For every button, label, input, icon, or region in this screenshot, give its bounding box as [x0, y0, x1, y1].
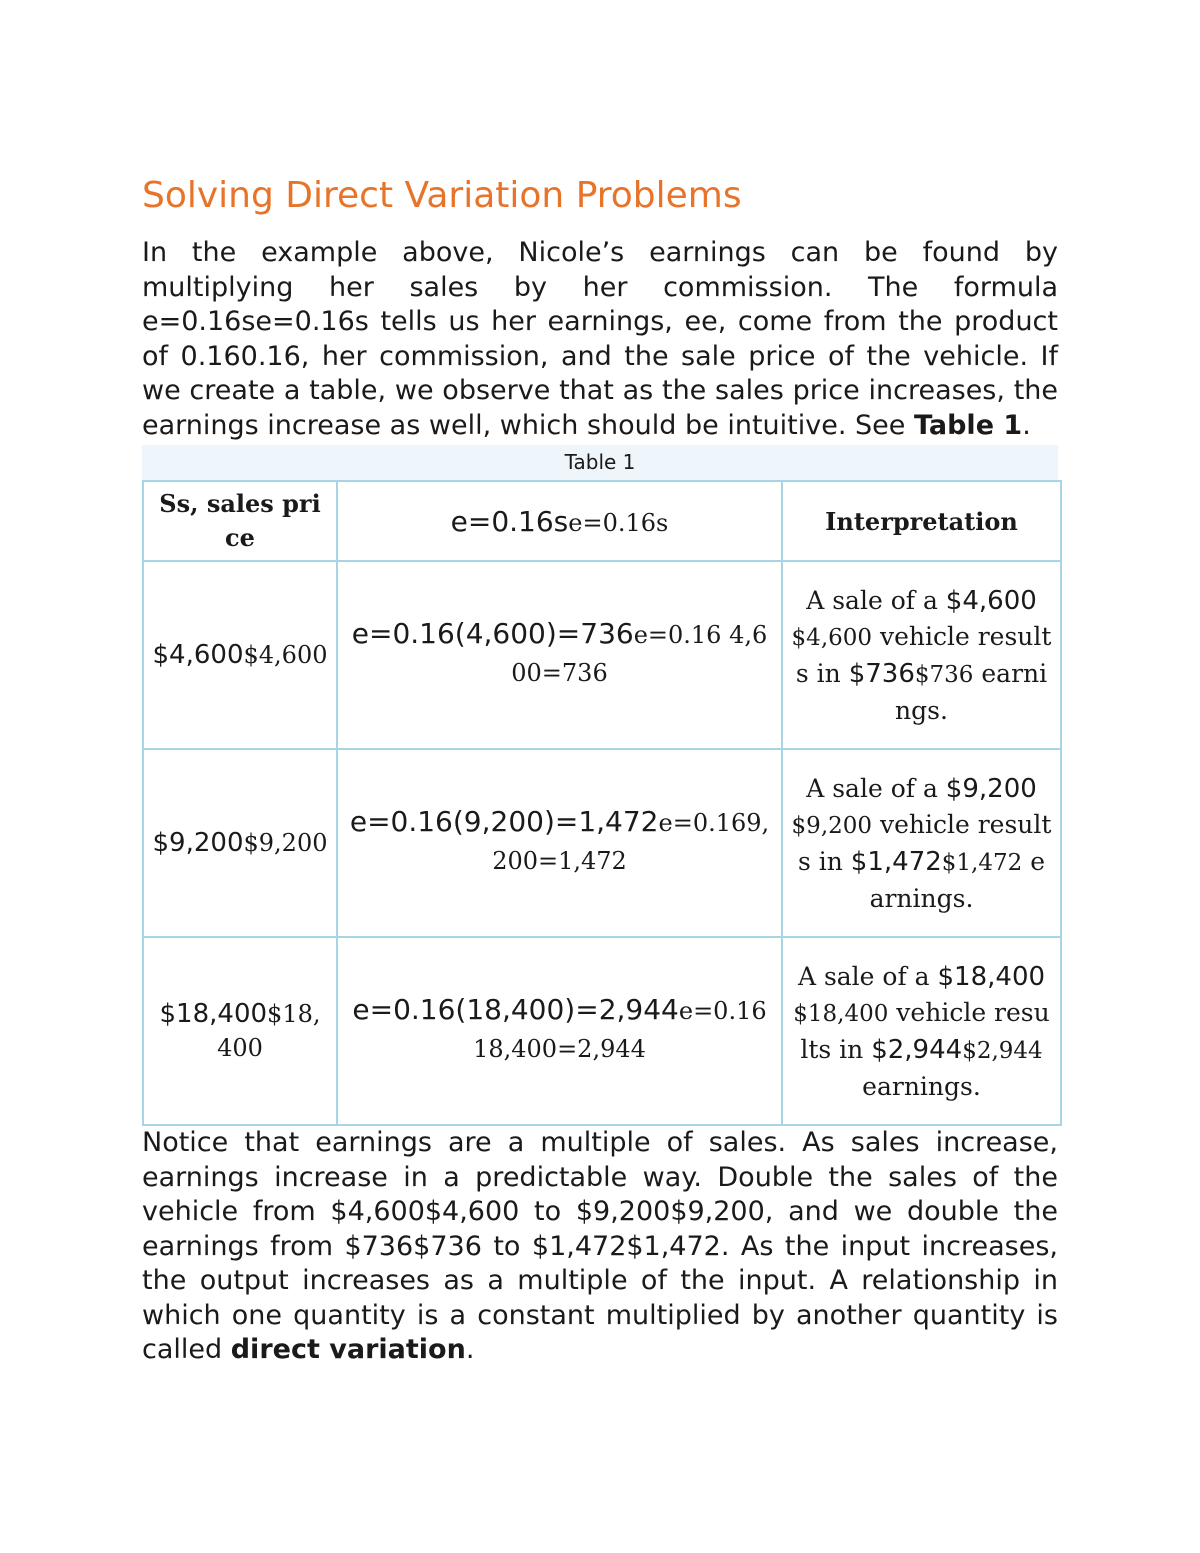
earnings-formula-alt: e=0.1618,400=2,944 — [473, 996, 767, 1063]
table-caption: Table 1 — [142, 445, 1058, 480]
interpretation-cell — [782, 749, 1061, 937]
sales-price-cell — [143, 749, 337, 937]
interpretation-amount-math: $4,600 — [945, 585, 1037, 616]
interpretation-prefix: A sale of a — [806, 773, 946, 803]
earnings-formula-math: e=0.16(18,400)=2,944 — [352, 992, 679, 1026]
section-heading: Solving Direct Variation Problems — [142, 175, 742, 216]
interpretation-amount-math: $18,400 — [937, 961, 1046, 992]
interpretation-amount-alt: $18,400 — [793, 1000, 889, 1027]
interpretation-amount-alt: $4,600 — [791, 624, 873, 651]
interpretation-middle: vehicle results in — [797, 809, 1052, 876]
sales-price-math: $4,600 — [152, 640, 244, 670]
interpretation-middle: vehicle results in — [800, 997, 1050, 1064]
sales-price-cell — [143, 937, 337, 1125]
earnings-formula-alt: e=0.169,200=1,472 — [492, 808, 770, 875]
interpretation-amount-alt: $9,200 — [791, 812, 873, 839]
interpretation-cell — [782, 937, 1061, 1125]
earnings-formula-cell — [337, 937, 782, 1125]
interpretation-earnings-alt: $736 — [914, 661, 974, 688]
direct-variation-term: direct variation — [230, 1334, 466, 1365]
table-reference: Table 1 — [913, 409, 1023, 441]
sales-price-cell — [143, 561, 337, 749]
header-formula — [337, 481, 782, 561]
interpretation-amount-math: $9,200 — [945, 773, 1037, 804]
earnings-formula-alt: e=0.16 4,600=736 — [511, 620, 768, 687]
sales-price-alt: $18,400 — [217, 1000, 321, 1062]
sales-price-alt: $4,600 — [243, 641, 328, 669]
interpretation-suffix: earnings. — [869, 846, 1046, 913]
earnings-formula-math: e=0.16(4,600)=736 — [351, 616, 634, 650]
interpretation-suffix: earnings. — [862, 1071, 981, 1101]
document-page — [142, 170, 1058, 1368]
outro-text: Notice that earnings are a multiple of sales. As sales increase, earnings increase in a predictable way. Double the sales of the vehicle from $4,600$4,600 to $9,200$9,200, and we double the earnings from $736$736 to $1,472$1,472. As the input increases, the output increases as a multiple of the input. A relationship in which one quantity is a constant multiplied by another quantity is called — [142, 1127, 1058, 1365]
interpretation-earnings-math: $736 — [848, 658, 915, 689]
header-formula-alt: e=0.16s — [568, 508, 669, 537]
intro-text: In the example above, Nicole’s earnings can be found by multiplying her sales by her commission. The formula e=0.16se=0.16s tells us her earnings, ee, come from the product of 0.160.16, her commission, and the sale price of the vehicle. If we create a table, we observe that as the sales price increases, the earnings increase as well, which should be intuitive. See — [142, 237, 1058, 441]
interpretation-cell — [782, 561, 1061, 749]
interpretation-earnings-alt: $1,472 — [941, 849, 1023, 876]
intro-end: . — [1022, 409, 1031, 441]
outro-paragraph — [142, 1126, 1058, 1368]
table-row — [143, 561, 1061, 749]
interpretation-middle: vehicle results in — [795, 621, 1052, 688]
interpretation-earnings-alt: $2,944 — [962, 1037, 1043, 1064]
interpretation-suffix: earnings. — [895, 658, 1048, 725]
header-interpretation: Interpretation — [782, 481, 1061, 561]
earnings-formula-cell — [337, 561, 782, 749]
earnings-formula-math: e=0.16(9,200)=1,472 — [349, 804, 659, 838]
table-row — [143, 937, 1061, 1125]
interpretation-earnings-math: $1,472 — [850, 846, 942, 877]
outro-end: . — [465, 1334, 475, 1365]
table-row — [143, 749, 1061, 937]
variation-table — [142, 480, 1062, 1126]
interpretation-earnings-math: $2,944 — [871, 1034, 963, 1065]
interpretation-prefix: A sale of a — [806, 585, 946, 615]
sales-price-alt: $9,200 — [243, 829, 328, 857]
sales-price-math: $9,200 — [152, 828, 244, 858]
intro-paragraph — [142, 236, 1058, 443]
table-header-row — [143, 481, 1061, 561]
header-sales-price: Ss, sales price — [143, 481, 337, 561]
interpretation-prefix: A sale of a — [797, 961, 938, 991]
sales-price-math: $18,400 — [159, 999, 268, 1029]
earnings-formula-cell — [337, 749, 782, 937]
header-formula-math: e=0.16s — [450, 504, 569, 538]
